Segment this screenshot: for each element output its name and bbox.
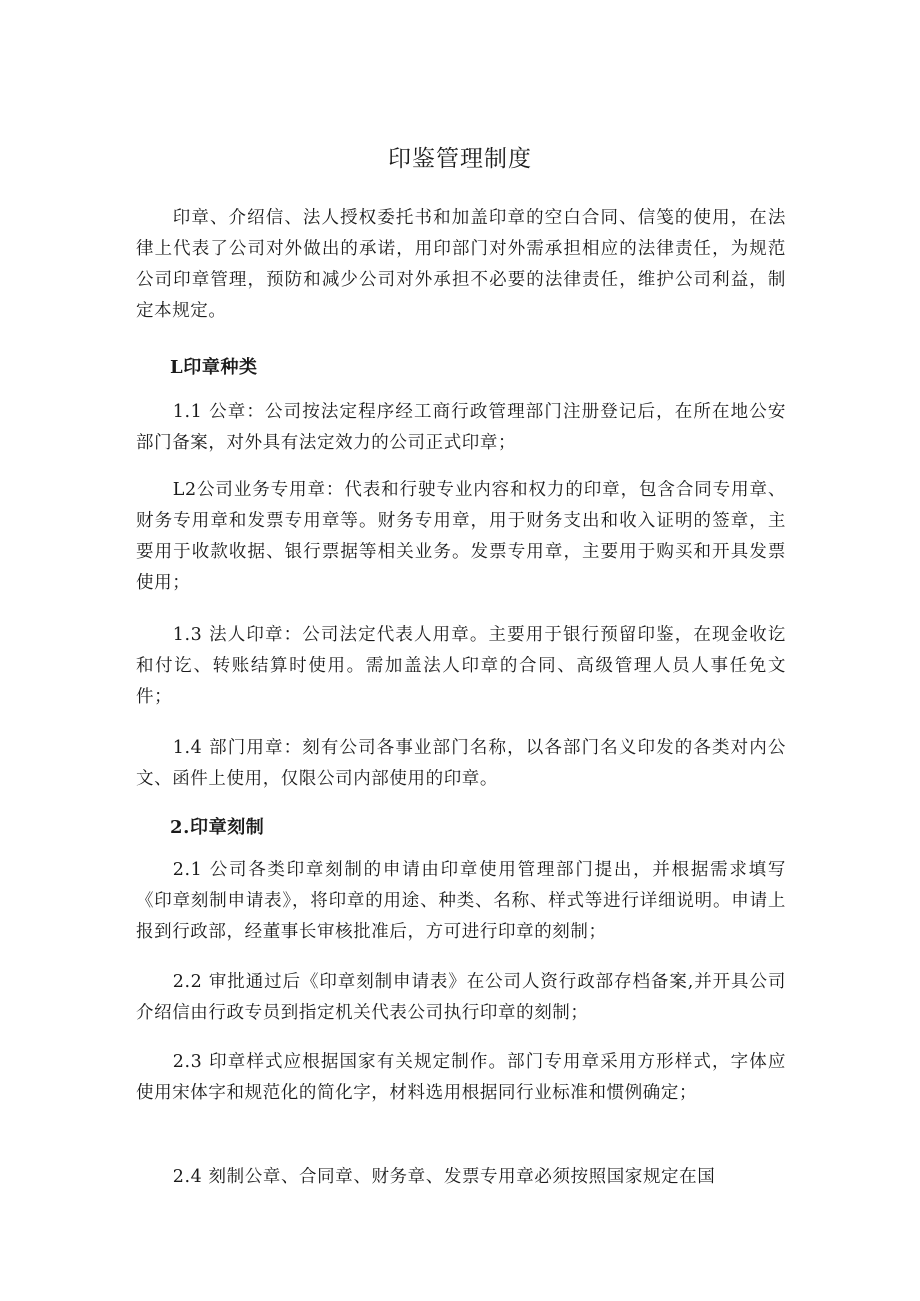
section-2-3-paragraph: 2.3 印章样式应根据国家有关规定制作。部门专用章采用方形样式，字体应使用宋体字和规范化的简化字，材料选用根据同行业标准和惯例确定；	[136, 1052, 786, 1103]
section-1-2-paragraph: L2公司业务专用章：代表和行驶专业内容和权力的印章，包含合同专用章、财务专用章和发票专用章等。财务专用章，用于财务支出和收入证明的签章，主要用于收款收据、银行票据等相关业务。发票专用章，主要用于购买和开具发票使用；	[136, 480, 786, 593]
section-2-heading: 2.印章刻制	[170, 817, 265, 838]
section-1-4-paragraph: 1.4 部门用章：刻有公司各事业部门名称，以各部门名义印发的各类对内公文、函件上使用，仅限公司内部使用的印章。	[136, 738, 786, 789]
intro-paragraph: 印章、介绍信、法人授权委托书和加盖印章的空白合同、信笺的使用，在法律上代表了公司对外做出的承诺，用印部门对外需承担相应的法律责任，为规范公司印章管理，预防和减少公司对外承担不必要的法律责任，维护公司利益，制定本规定。	[136, 208, 786, 321]
section-1-3-paragraph: 1.3 法人印章：公司法定代表人用章。主要用于银行预留印鉴，在现金收讫和付讫、转账结算时使用。需加盖法人印章的合同、高级管理人员人事任免文件；	[136, 625, 786, 707]
section-2-1-paragraph: 2.1 公司各类印章刻制的申请由印章使用管理部门提出，并根据需求填写《印章刻制申请表》，将印章的用途、种类、名称、样式等进行详细说明。申请上报到行政部，经董事长审核批准后，方可进行印章的刻制；	[136, 860, 786, 942]
section-2-2-paragraph: 2.2 审批通过后《印章刻制申请表》在公司人资行政部存档备案,并开具公司介绍信由行政专员到指定机关代表公司执行印章的刻制；	[136, 972, 786, 1023]
section-1-heading: L印章种类	[170, 357, 258, 378]
section-1-1-paragraph: 1.1 公章：公司按法定程序经工商行政管理部门注册登记后，在所在地公安部门备案，对外具有法定效力的公司正式印章；	[136, 402, 786, 453]
page-title: 印鉴管理制度	[388, 146, 532, 172]
section-2-4-paragraph: 2.4 刻制公章、合同章、财务章、发票专用章必须按照国家规定在国	[172, 1167, 716, 1187]
